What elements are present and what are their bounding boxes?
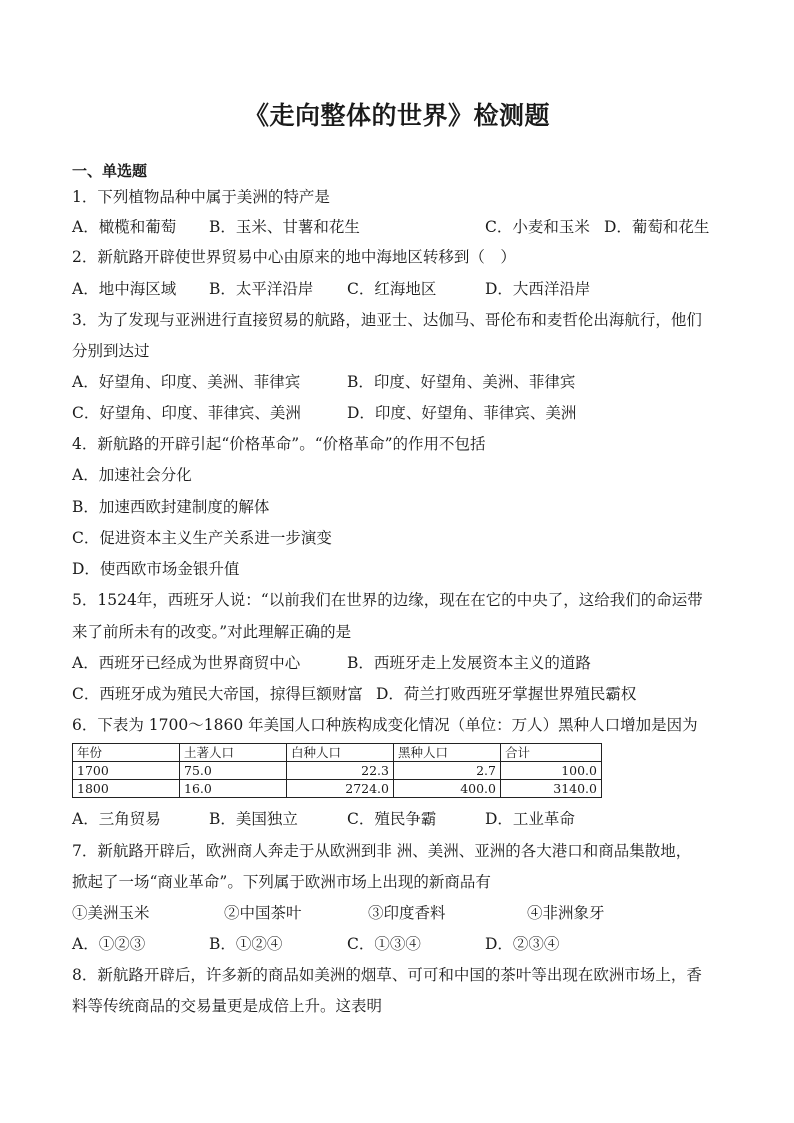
q3-option-b[interactable]: B．印度、好望角、美洲、菲律宾 bbox=[347, 373, 576, 391]
q4-option-d[interactable]: D．使西欧市场金银升值 bbox=[72, 560, 240, 578]
q1-option-a[interactable]: A．橄榄和葡萄 bbox=[72, 218, 177, 236]
q4-option-c[interactable]: C．促进资本主义生产关系进一步演变 bbox=[72, 529, 332, 547]
q6-option-a[interactable]: A．三角贸易 bbox=[72, 810, 161, 828]
question-1-stem: 1．下列植物品种中属于美洲的特产是 bbox=[72, 188, 330, 206]
q2-option-d[interactable]: D．大西洋沿岸 bbox=[485, 280, 591, 298]
question-5-stem-line2: 来了前所未有的改变。”对此理解正确的是 bbox=[72, 623, 352, 641]
table-header-cell: 黑种人口 bbox=[394, 744, 501, 762]
q4-option-b[interactable]: B．加速西欧封建制度的解体 bbox=[72, 498, 270, 516]
table-row bbox=[73, 780, 602, 798]
question-5-stem-line1: 5．1524年，西班牙人说：“以前我们在世界的边缘，现在在它的中央了，这给我们的命运带 bbox=[72, 591, 703, 609]
q3-option-c[interactable]: C．好望角、印度、菲律宾、美洲 bbox=[72, 404, 301, 422]
question-8-stem-line2: 料等传统商品的交易量更是成倍上升。这表明 bbox=[72, 997, 383, 1015]
q7-option-c[interactable]: C．①③④ bbox=[347, 935, 421, 953]
table-cell: 75.0 bbox=[180, 762, 287, 780]
q7-item-2: ②中国茶叶 bbox=[224, 904, 302, 922]
table-header-cell: 土著人口 bbox=[180, 744, 287, 762]
table-cell: 1800 bbox=[73, 780, 180, 798]
q2-option-a[interactable]: A．地中海区域 bbox=[72, 280, 177, 298]
q6-option-c[interactable]: C．殖民争霸 bbox=[347, 810, 437, 828]
question-3-stem-line1: 3．为了发现与亚洲进行直接贸易的航路，迪亚士、达伽马、哥伦布和麦哲伦出海航行，他们 bbox=[72, 311, 702, 329]
table-cell: 100.0 bbox=[501, 762, 602, 780]
table-cell: 400.0 bbox=[394, 780, 501, 798]
page-title: 《走向整体的世界》检测题 bbox=[243, 101, 550, 130]
table-row bbox=[73, 762, 602, 780]
q7-option-b[interactable]: B．①②④ bbox=[209, 935, 283, 953]
population-table bbox=[72, 743, 602, 798]
q7-item-3: ③印度香料 bbox=[368, 904, 446, 922]
q5-option-c[interactable]: C．西班牙成为殖民大帝国，掠得巨额财富 bbox=[72, 685, 363, 703]
q3-option-d[interactable]: D．印度、好望角、菲律宾、美洲 bbox=[347, 404, 577, 422]
q6-option-d[interactable]: D．工业革命 bbox=[485, 810, 575, 828]
q7-option-d[interactable]: D．②③④ bbox=[485, 935, 560, 953]
table-cell: 3140.0 bbox=[501, 780, 602, 798]
q3-option-a[interactable]: A．好望角、印度、美洲、菲律宾 bbox=[72, 373, 301, 391]
question-3-stem-line2: 分别到达过 bbox=[72, 342, 150, 360]
question-6-stem: 6．下表为 1700～1860 年美国人口种族构成变化情况（单位：万人）黑种人口增加是因为 bbox=[72, 716, 698, 734]
question-7-stem-line2: 掀起了一场“商业革命”。下列属于欧洲市场上出现的新商品有 bbox=[72, 873, 491, 891]
table-cell: 2.7 bbox=[394, 762, 501, 780]
question-7-stem-line1: 7．新航路开辟后，欧洲商人奔走于从欧洲到非 洲、美洲、亚洲的各大港口和商品集散地， bbox=[72, 842, 692, 860]
q1-option-c[interactable]: C．小麦和玉米 bbox=[485, 218, 590, 236]
q5-option-b[interactable]: B．西班牙走上发展资本主义的道路 bbox=[347, 654, 591, 672]
q2-option-b[interactable]: B．太平洋沿岸 bbox=[209, 280, 314, 298]
q2-option-c[interactable]: C．红海地区 bbox=[347, 280, 437, 298]
question-2-stem: 2．新航路开辟使世界贸易中心由原来的地中海地区转移到（ ） bbox=[72, 248, 516, 266]
q7-item-1: ①美洲玉米 bbox=[72, 904, 150, 922]
table-header-cell: 合计 bbox=[501, 744, 602, 762]
q5-option-a[interactable]: A．西班牙已经成为世界商贸中心 bbox=[72, 654, 301, 672]
section-heading: 一、单选题 bbox=[72, 162, 148, 180]
table-cell: 1700 bbox=[73, 762, 180, 780]
table-cell: 2724.0 bbox=[287, 780, 394, 798]
q1-option-d[interactable]: D．葡萄和花生 bbox=[604, 218, 710, 236]
table-cell: 22.3 bbox=[287, 762, 394, 780]
q6-option-b[interactable]: B．美国独立 bbox=[209, 810, 298, 828]
q4-option-a[interactable]: A．加速社会分化 bbox=[72, 466, 192, 484]
table-header-cell: 年份 bbox=[73, 744, 180, 762]
table-cell: 16.0 bbox=[180, 780, 287, 798]
q5-option-d[interactable]: D．荷兰打败西班牙掌握世界殖民霸权 bbox=[376, 685, 637, 703]
q1-option-b[interactable]: B．玉米、甘薯和花生 bbox=[209, 218, 360, 236]
q7-item-4: ④非洲象牙 bbox=[527, 904, 605, 922]
question-8-stem-line1: 8．新航路开辟后，许多新的商品如美洲的烟草、可可和中国的茶叶等出现在欧洲市场上，香 bbox=[72, 966, 702, 984]
q7-option-a[interactable]: A．①②③ bbox=[72, 935, 146, 953]
table-header-row bbox=[73, 744, 602, 762]
table-header-cell: 白种人口 bbox=[287, 744, 394, 762]
question-4-stem: 4．新航路的开辟引起“价格革命”。“价格革命”的作用不包括 bbox=[72, 435, 486, 453]
